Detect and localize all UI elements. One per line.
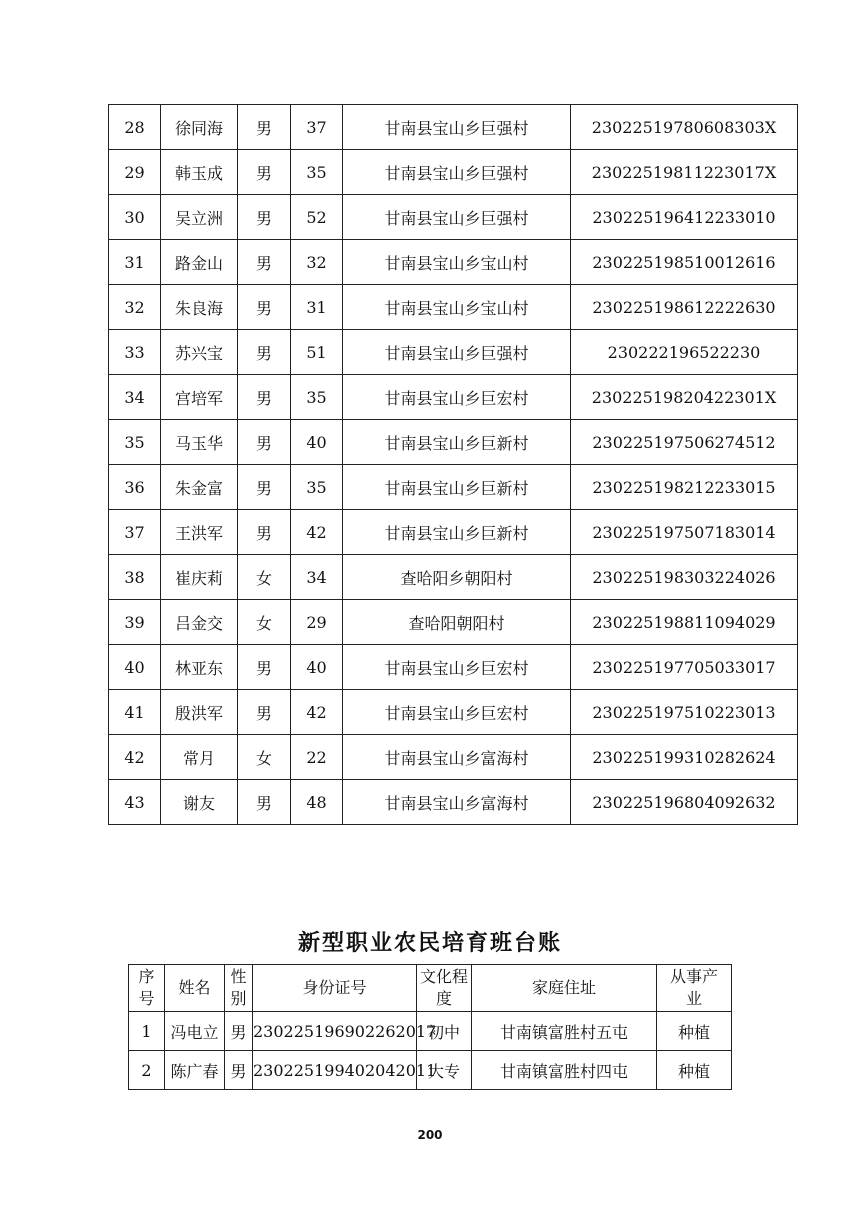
cell-name: 马玉华 [161, 420, 238, 465]
cell-address: 甘南县宝山乡巨宏村 [343, 375, 571, 420]
cell-no: 43 [109, 780, 161, 825]
table-row [109, 330, 798, 375]
cell-id-number: 23022519820422301X [571, 375, 798, 420]
cell-no: 40 [109, 645, 161, 690]
cell-gender: 男 [238, 510, 291, 555]
table-row [109, 690, 798, 735]
table-row [109, 420, 798, 465]
cell-address: 甘南镇富胜村五屯 [472, 1012, 657, 1051]
cell-gender: 男 [238, 330, 291, 375]
cell-age: 35 [291, 375, 343, 420]
cell-id-number: 230225197510223013 [571, 690, 798, 735]
page-number: 200 [417, 1128, 443, 1142]
cell-no: 34 [109, 375, 161, 420]
cell-age: 34 [291, 555, 343, 600]
cell-gender: 男 [238, 105, 291, 150]
cell-education: 初中 [417, 1012, 472, 1051]
cell-no: 35 [109, 420, 161, 465]
cell-name: 朱良海 [161, 285, 238, 330]
header-education: 文化程 度 [417, 965, 472, 1012]
table-row [109, 735, 798, 780]
ledger-table [128, 964, 732, 1090]
header-no: 序 号 [129, 965, 165, 1012]
cell-no: 29 [109, 150, 161, 195]
cell-gender: 男 [238, 375, 291, 420]
table-row [109, 240, 798, 285]
cell-gender: 男 [238, 465, 291, 510]
cell-education: 大专 [417, 1051, 472, 1090]
cell-name: 常月 [161, 735, 238, 780]
cell-address: 甘南县宝山乡巨新村 [343, 465, 571, 510]
cell-address: 甘南镇富胜村四屯 [472, 1051, 657, 1090]
cell-id-number: 230225196902262017 [253, 1012, 417, 1051]
ledger-title: 新型职业农民培育班台账 [297, 930, 562, 956]
cell-address: 甘南县宝山乡巨强村 [343, 105, 571, 150]
cell-no: 32 [109, 285, 161, 330]
cell-id-number: 230222196522230 [571, 330, 798, 375]
cell-name: 吴立洲 [161, 195, 238, 240]
cell-id-number: 230225197705033017 [571, 645, 798, 690]
cell-id-number: 230225198811094029 [571, 600, 798, 645]
cell-age: 42 [291, 690, 343, 735]
cell-no: 42 [109, 735, 161, 780]
cell-address: 甘南县宝山乡巨强村 [343, 150, 571, 195]
table-row [109, 465, 798, 510]
table-row [109, 510, 798, 555]
header-row [129, 965, 732, 1012]
cell-age: 52 [291, 195, 343, 240]
cell-no: 30 [109, 195, 161, 240]
cell-no: 33 [109, 330, 161, 375]
cell-age: 40 [291, 420, 343, 465]
cell-name: 宫培军 [161, 375, 238, 420]
cell-id-number: 230225197506274512 [571, 420, 798, 465]
table-row [109, 375, 798, 420]
cell-name: 韩玉成 [161, 150, 238, 195]
cell-id-number: 230225197507183014 [571, 510, 798, 555]
cell-name: 殷洪军 [161, 690, 238, 735]
cell-no: 28 [109, 105, 161, 150]
cell-address: 甘南县宝山乡巨强村 [343, 195, 571, 240]
cell-name: 路金山 [161, 240, 238, 285]
cell-address: 查哈阳乡朝阳村 [343, 555, 571, 600]
cell-no: 41 [109, 690, 161, 735]
cell-address: 甘南县宝山乡富海村 [343, 780, 571, 825]
cell-age: 31 [291, 285, 343, 330]
cell-id-number: 230225198212233015 [571, 465, 798, 510]
cell-gender: 女 [238, 735, 291, 780]
cell-gender: 女 [238, 600, 291, 645]
cell-age: 51 [291, 330, 343, 375]
cell-industry: 种植 [657, 1051, 732, 1090]
cell-no: 38 [109, 555, 161, 600]
cell-gender: 男 [238, 780, 291, 825]
cell-address: 甘南县宝山乡巨宏村 [343, 645, 571, 690]
cell-name: 朱金富 [161, 465, 238, 510]
cell-gender: 男 [238, 420, 291, 465]
table-row [109, 780, 798, 825]
table-row [109, 105, 798, 150]
table-row [109, 600, 798, 645]
header-gender: 性 别 [225, 965, 253, 1012]
cell-name: 王洪军 [161, 510, 238, 555]
cell-age: 48 [291, 780, 343, 825]
cell-no: 1 [129, 1012, 165, 1051]
cell-id-number: 230225198612222630 [571, 285, 798, 330]
cell-address: 查哈阳朝阳村 [343, 600, 571, 645]
cell-id-number: 230225196412233010 [571, 195, 798, 240]
cell-address: 甘南县宝山乡宝山村 [343, 240, 571, 285]
table-row [109, 645, 798, 690]
cell-name: 谢友 [161, 780, 238, 825]
table-row [109, 195, 798, 240]
cell-id-number: 230225198303224026 [571, 555, 798, 600]
header-industry: 从事产 业 [657, 965, 732, 1012]
cell-address: 甘南县宝山乡巨强村 [343, 330, 571, 375]
cell-id-number: 230225198510012616 [571, 240, 798, 285]
cell-name: 苏兴宝 [161, 330, 238, 375]
cell-address: 甘南县宝山乡巨新村 [343, 510, 571, 555]
cell-name: 吕金交 [161, 600, 238, 645]
cell-address: 甘南县宝山乡宝山村 [343, 285, 571, 330]
header-address: 家庭住址 [472, 965, 657, 1012]
cell-id-number: 23022519780608303X [571, 105, 798, 150]
header-name: 姓名 [165, 965, 225, 1012]
cell-gender: 女 [238, 555, 291, 600]
cell-gender: 男 [238, 195, 291, 240]
cell-address: 甘南县宝山乡巨宏村 [343, 690, 571, 735]
cell-name: 徐同海 [161, 105, 238, 150]
cell-id-number: 230225199402042011 [253, 1051, 417, 1090]
cell-gender: 男 [238, 150, 291, 195]
header-id-number: 身份证号 [253, 965, 417, 1012]
cell-age: 35 [291, 150, 343, 195]
cell-age: 40 [291, 645, 343, 690]
cell-gender: 男 [238, 285, 291, 330]
cell-age: 22 [291, 735, 343, 780]
roster-table [108, 104, 798, 825]
cell-id-number: 230225199310282624 [571, 735, 798, 780]
cell-gender: 男 [225, 1051, 253, 1090]
table-row [109, 285, 798, 330]
cell-age: 37 [291, 105, 343, 150]
table-row [109, 555, 798, 600]
cell-age: 29 [291, 600, 343, 645]
cell-id-number: 23022519811223017X [571, 150, 798, 195]
cell-age: 35 [291, 465, 343, 510]
table-row [129, 1012, 732, 1051]
cell-name: 林亚东 [161, 645, 238, 690]
cell-name: 冯电立 [165, 1012, 225, 1051]
cell-gender: 男 [225, 1012, 253, 1051]
cell-age: 42 [291, 510, 343, 555]
cell-gender: 男 [238, 240, 291, 285]
cell-no: 36 [109, 465, 161, 510]
cell-no: 31 [109, 240, 161, 285]
cell-address: 甘南县宝山乡巨新村 [343, 420, 571, 465]
cell-id-number: 230225196804092632 [571, 780, 798, 825]
cell-age: 32 [291, 240, 343, 285]
table-row [129, 1051, 732, 1090]
cell-address: 甘南县宝山乡富海村 [343, 735, 571, 780]
table-row [109, 150, 798, 195]
cell-no: 39 [109, 600, 161, 645]
cell-name: 陈广春 [165, 1051, 225, 1090]
cell-industry: 种植 [657, 1012, 732, 1051]
cell-name: 崔庆莉 [161, 555, 238, 600]
cell-no: 37 [109, 510, 161, 555]
cell-gender: 男 [238, 690, 291, 735]
cell-no: 2 [129, 1051, 165, 1090]
cell-gender: 男 [238, 645, 291, 690]
